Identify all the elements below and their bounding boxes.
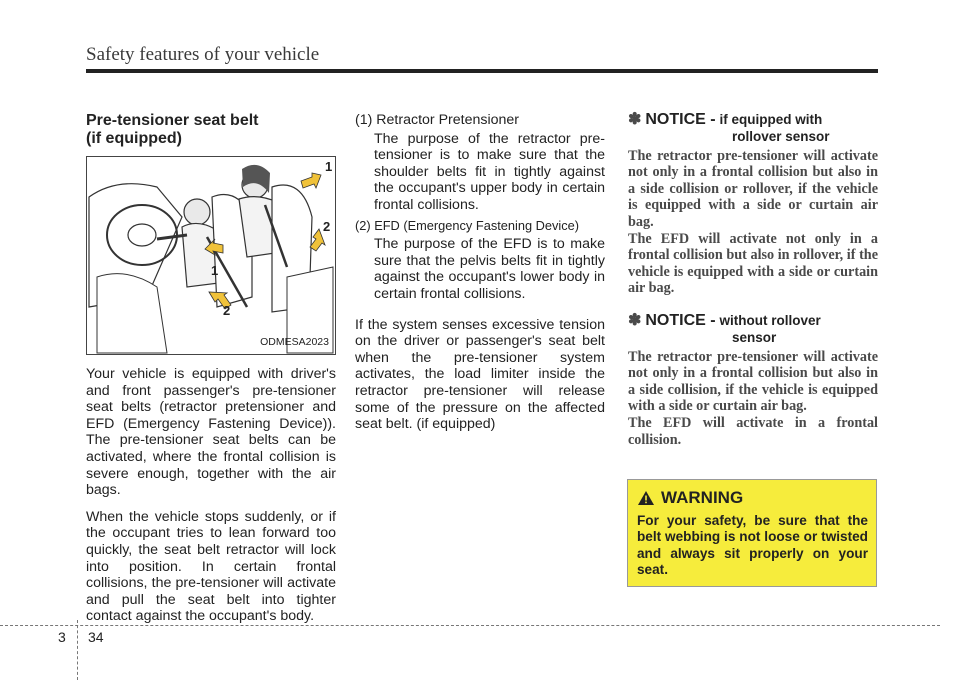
- notice-1-body-2: The EFD will activate not only in a frontal collision but also in rollover, if the vehicle is equipped with a side or curtain air bag.: [628, 230, 878, 297]
- notice-1-label: NOTICE -: [645, 111, 716, 128]
- paragraph-load-limiter: If the system senses excessive tension on the driver or passenger's seat belt when the pre-tensioner system activates, the load limiter inside the retractor pre-tensioner will release some of the pressure on the affected seat belt. (if equipped): [355, 316, 605, 433]
- item-2-body: The purpose of the EFD is to make sure that the pelvis belts fit in tightly against the occupant's lower body in certain frontal collisions.: [374, 236, 605, 302]
- warning-box: [627, 479, 877, 587]
- footer-divider: [77, 620, 78, 680]
- notice-2-body-1: The retractor pre-tensioner will activate not only in a frontal collision but also in a side collision, if the vehicle is equipped with a side or curtain air bag.: [628, 348, 878, 415]
- notice-1-heading: [628, 112, 878, 144]
- callout-label-1-left: 1: [211, 263, 219, 278]
- notice-2-subtitle-line1: without rollover: [719, 312, 821, 328]
- warning-text: For your safety, be sure that the belt webbing is not loose or twisted and always sit properly on your seat.: [637, 513, 868, 577]
- notice-1-subtitle-line2: rollover sensor: [732, 128, 830, 144]
- warning-triangle-icon: [637, 490, 655, 506]
- paragraph-lock: When the vehicle stops suddenly, or if the occupant tries to lean forward too quickly, the seat belt retractor will lock into position. In certain frontal collisions, the pre-tensioner will activate and pull the seat belt into tighter contact against the occupant's body.: [86, 508, 336, 625]
- seat-belt-illustration: [86, 156, 336, 355]
- warning-title: WARNING: [661, 488, 744, 507]
- car-interior-drawing: [87, 157, 335, 354]
- callout-label-2-right: 2: [323, 219, 331, 234]
- header-rule: [86, 69, 878, 73]
- section-heading: Pre-tensioner seat belt (if equipped): [86, 112, 259, 147]
- figure-code: ODMESA2023: [260, 336, 329, 349]
- column-2: [355, 112, 605, 443]
- notice-1-body-1: The retractor pre-tensioner will activate not only in a frontal collision but also in a side collision or rollover, if the vehicle is equipped with a side or curtain air bag.: [628, 147, 878, 230]
- notice-1-star-icon: ✽: [628, 111, 642, 128]
- notice-1-subtitle-line1: if equipped with: [719, 112, 823, 127]
- column-3: [628, 112, 878, 448]
- column-1: [86, 112, 336, 635]
- chapter-number: 3: [58, 629, 66, 645]
- notice-2-star-icon: ✽: [628, 311, 642, 329]
- paragraph-intro: Your vehicle is equipped with driver's and front passenger's pre-tensioner seat belts (retractor pretensioner and EFD (Emergency Fastening Device)). The pre-tensioner seat belts can be activated, where the frontal collision is severe enough, together with the air bags.: [86, 366, 336, 499]
- callout-label-2-left: 2: [223, 303, 231, 318]
- item-1-title: (1) Retractor Pretensioner: [355, 112, 520, 128]
- item-1-body: The purpose of the retractor pre-tensioner is to make sure that the shoulder belts fit in tightly against the occupant's upper body in certain frontal collisions.: [374, 130, 605, 213]
- notice-2-body-2: The EFD will activate in a frontal collision.: [628, 414, 878, 448]
- callout-label-1-top: 1: [325, 159, 333, 174]
- item-2-title: (2) EFD (Emergency Fastening Device): [355, 217, 580, 233]
- notice-2-label: NOTICE -: [645, 311, 716, 329]
- notice-2-subtitle-line2: sensor: [732, 329, 777, 345]
- page-header-title: Safety features of your vehicle: [86, 44, 320, 65]
- warning-heading: [637, 488, 868, 508]
- notice-2-heading: [628, 313, 878, 345]
- page-number: 34: [88, 629, 104, 645]
- footer-rule: [0, 625, 940, 626]
